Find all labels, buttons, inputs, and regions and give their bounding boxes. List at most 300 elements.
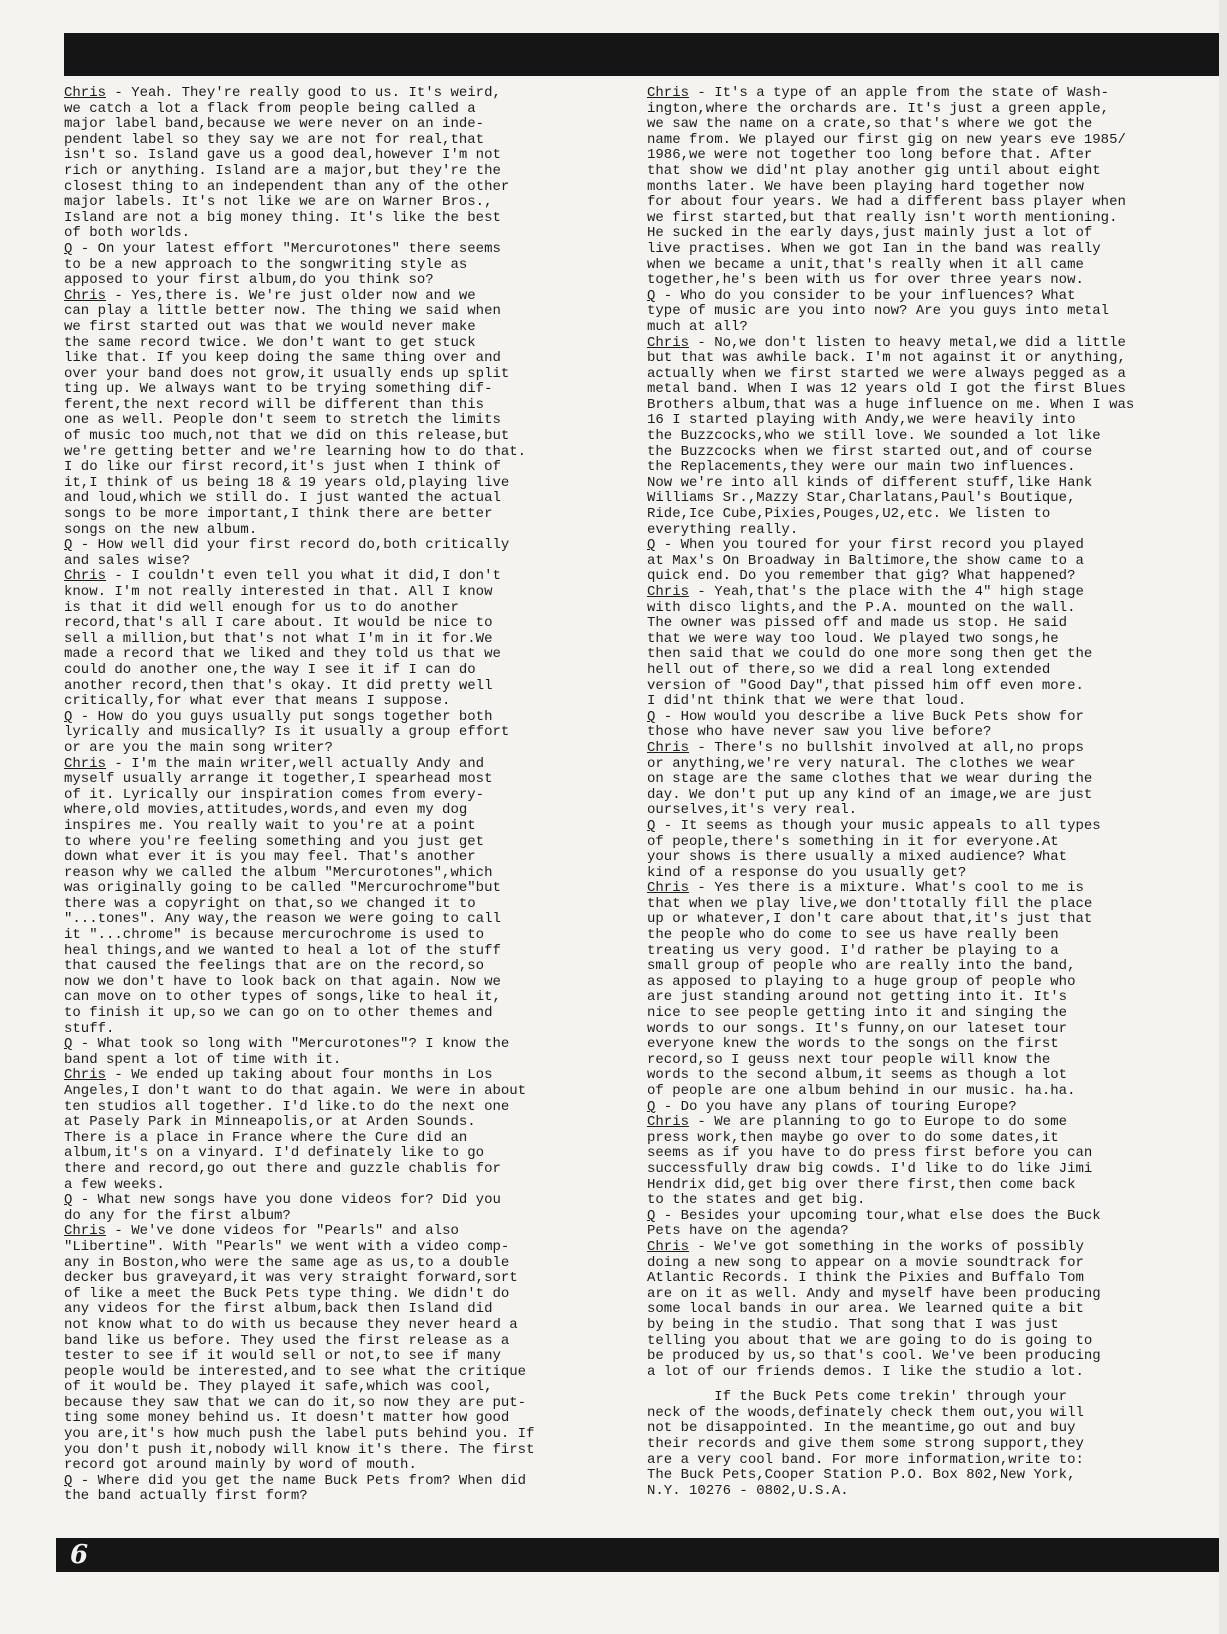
text-line: [647, 1162, 1207, 1178]
line-text: that we were way too loud. We played two songs,he: [647, 630, 1059, 647]
line-text: decker bus graveyard,it was very straight forward,sort: [64, 1270, 518, 1287]
line-text: a lot of our friends demos. I like the studio a lot.: [647, 1363, 1084, 1380]
text-line: [647, 1365, 1207, 1381]
line-text: the band actually first form?: [64, 1488, 308, 1505]
line-text: some local bands in our area. We learned quite a bit: [647, 1301, 1084, 1318]
line-text: Ride,Ice Cube,Pixies,Pouges,U2,etc. We listen to: [647, 506, 1051, 523]
text-line: [647, 647, 1207, 663]
text-line: [64, 1256, 616, 1272]
text-line: [64, 1443, 616, 1459]
answer-line: [64, 569, 616, 585]
question-line: [647, 819, 1207, 835]
text-line: [64, 928, 616, 944]
text-line: [647, 320, 1207, 336]
line-text: Island are not a big money thing. It's like the best: [64, 209, 501, 226]
line-text: that when we play live,we don'ttotally fill the place: [647, 895, 1093, 912]
text-line: [64, 304, 616, 320]
line-text: are on it as well. Andy and myself have been producing: [647, 1285, 1101, 1302]
text-line: [64, 850, 616, 866]
line-text: the Buzzcocks when we first started out,and of course: [647, 443, 1093, 460]
line-text: - We ended up taking about four months in Los: [106, 1067, 493, 1084]
line-text: when we became a unit,that's really when it all came: [647, 256, 1084, 273]
line-text: ting some money behind us. It doesn't matter how good: [64, 1410, 510, 1427]
line-text: closest thing to an independent than any of the other: [64, 178, 510, 195]
text-line: [647, 897, 1207, 913]
text-line: [647, 1178, 1207, 1194]
answer-line: [647, 741, 1207, 757]
text-line: [64, 1022, 616, 1038]
answer-line: [647, 1115, 1207, 1131]
text-line: [647, 850, 1207, 866]
line-text: your shows is there usually a mixed audience? What: [647, 849, 1068, 866]
text-line: [64, 990, 616, 1006]
text-line: [64, 398, 616, 414]
text-line: [64, 382, 616, 398]
speaker-label: Q: [647, 1207, 656, 1224]
text-line: [647, 382, 1207, 398]
line-text: myself usually arrange it together,I spearhead most: [64, 771, 493, 788]
line-text: are a very cool band. For more information,write to:: [647, 1451, 1084, 1468]
text-line: [647, 944, 1207, 960]
line-text: at Max's On Broadway in Baltimore,the show came to a: [647, 552, 1084, 569]
text-line: [64, 1240, 616, 1256]
line-text: The Buck Pets,Cooper Station P.O. Box 802,New York,: [647, 1467, 1076, 1484]
line-text: everything really.: [647, 521, 799, 538]
text-line: [647, 1468, 1207, 1484]
line-text: could do another one,the way I see it if I can do: [64, 661, 476, 678]
text-line: [647, 102, 1207, 118]
text-line: [64, 694, 616, 710]
line-text: not know what to do with us because they never heard a: [64, 1316, 518, 1333]
text-line: [64, 429, 616, 445]
text-line: [647, 1318, 1207, 1334]
line-text: doing a new song to appear on a movie soundtrack for: [647, 1254, 1084, 1271]
speaker-label: Chris: [647, 1114, 690, 1131]
line-text: rich or anything. Island are a major,but they're the: [64, 162, 501, 179]
line-text: is that it did well enough for us to do another: [64, 599, 459, 616]
line-text: or anything,we're very natural. The clothes we wear: [647, 755, 1076, 772]
line-text: of people,there's something in it for everyone.At: [647, 833, 1059, 850]
speaker-label: Q: [64, 1036, 73, 1053]
line-text: isn't so. Island gave us a good deal,however I'm not: [64, 147, 501, 164]
text-line: [64, 725, 616, 741]
speaker-label: Q: [64, 708, 73, 725]
text-line: [647, 1406, 1207, 1422]
text-line: [647, 632, 1207, 648]
question-line: [64, 242, 616, 258]
speaker-label: Chris: [64, 568, 107, 585]
line-text: then said that we could do one more song then get the: [647, 646, 1093, 663]
text-line: [647, 725, 1207, 741]
line-text: successfully draw big cowds. I'd like to do like Jimi: [647, 1160, 1093, 1177]
line-text: band spent a lot of time with it.: [64, 1051, 342, 1068]
speaker-label: Q: [64, 1192, 73, 1209]
text-line: [647, 1437, 1207, 1453]
line-text: of it would be. They played it safe,which was cool,: [64, 1379, 493, 1396]
speaker-label: Q: [64, 240, 73, 257]
text-line: [64, 585, 616, 601]
line-text: you don't push it,nobody will know it's there. The first: [64, 1441, 535, 1458]
text-line: [64, 211, 616, 227]
text-line: [64, 1427, 616, 1443]
line-text: - How do you guys usually put songs together both: [72, 708, 493, 725]
speaker-label: Chris: [647, 334, 690, 351]
text-line: [64, 788, 616, 804]
text-line: [64, 554, 616, 570]
line-text: - Yes there is a mixture. What's cool to me is: [689, 880, 1084, 897]
line-text: those who have never saw you live before?: [647, 724, 992, 741]
line-text: Brothers album,that was a huge influence on me. When I was: [647, 396, 1135, 413]
line-text: the people who do come to see us have really been: [647, 927, 1059, 944]
line-text: reason why we called the album "Mercurotones",which: [64, 864, 493, 881]
text-line: [64, 975, 616, 991]
line-text: as apposed to playing to a huge group of people who: [647, 973, 1076, 990]
text-line: [647, 990, 1207, 1006]
line-text: actually when we first started we were always pegged as a: [647, 365, 1126, 382]
line-text: I do like our first record,it's just when I think of: [64, 459, 501, 476]
line-text: lyrically and musically? Is it usually a group effort: [64, 724, 510, 741]
top-header-bar: [64, 33, 1227, 76]
line-text: because they saw that we can do it,so now they are put-: [64, 1394, 527, 1411]
text-line: [647, 554, 1207, 570]
line-text: Williams Sr.,Mazzy Star,Charlatans,Paul's Boutique,: [647, 490, 1076, 507]
text-line: [647, 117, 1207, 133]
line-text: quick end. Do you remember that gig? What happened?: [647, 568, 1076, 585]
line-text: - We are planning to go to Europe to do some: [689, 1114, 1068, 1131]
text-line: [64, 445, 616, 461]
line-text: where,old movies,attitudes,words,and even my dog: [64, 802, 468, 819]
text-line: [647, 413, 1207, 429]
line-text: together,he's been with us for over three years now.: [647, 272, 1084, 289]
text-line: [647, 835, 1207, 851]
line-text: The owner was pissed off and made us stop. He said: [647, 615, 1068, 632]
line-text: songs on the new album.: [64, 521, 258, 538]
line-text: "Libertine". With "Pearls" we went with a video comp-: [64, 1238, 510, 1255]
question-line: [64, 1037, 616, 1053]
text-line: [64, 1115, 616, 1131]
text-line: [64, 226, 616, 242]
line-text: version of "Good Day",that pissed him off even more.: [647, 677, 1084, 694]
line-text: day. We don't put up any kind of an image,we are just: [647, 786, 1093, 803]
text-line: [647, 367, 1207, 383]
line-text: - It's a type of an apple from the state of Wash-: [689, 85, 1110, 101]
line-text: one as well. People don't seem to stretch the limits: [64, 412, 501, 429]
text-line: [64, 944, 616, 960]
text-line: [647, 476, 1207, 492]
line-text: - I couldn't even tell you what it did,I don't: [106, 568, 501, 585]
line-text: I did'nt think that we were that loud.: [647, 693, 967, 710]
text-line: [647, 148, 1207, 164]
text-line: [64, 148, 616, 164]
page-number: 6: [70, 1540, 89, 1570]
line-text: ourselves,it's very real.: [647, 802, 858, 819]
line-text: - Yes,there is. We're just older now and we: [106, 287, 476, 304]
text-line: [647, 569, 1207, 585]
text-line: [64, 507, 616, 523]
text-line: [64, 273, 616, 289]
line-text: inspires me. You really wait to you're at a point: [64, 817, 476, 834]
answer-line: [64, 1068, 616, 1084]
line-text: - On your latest effort "Mercurotones" there seems: [72, 240, 501, 257]
text-line: [64, 1209, 616, 1225]
line-text: - Who do you consider to be your influences? What: [655, 287, 1076, 304]
line-text: seems as if you have to do press first before you can: [647, 1145, 1093, 1162]
line-text: we first started out was that we would never make: [64, 318, 476, 335]
text-line: [647, 1193, 1207, 1209]
text-line: [647, 757, 1207, 773]
speaker-label: Q: [64, 1472, 73, 1489]
text-line: [64, 897, 616, 913]
line-text: to where you're feeling something and you just get: [64, 833, 485, 850]
line-text: - What took so long with "Mercurotones"? I know the: [72, 1036, 510, 1053]
question-line: [64, 710, 616, 726]
line-text: or are you the main song writer?: [64, 739, 333, 756]
answer-line: [64, 1224, 616, 1240]
line-text: over your band does not grow,it usually ends up split: [64, 365, 510, 382]
text-line: [647, 242, 1207, 258]
line-text: any videos for the first album,back then Island did: [64, 1301, 493, 1318]
text-line: [647, 164, 1207, 180]
text-line: [647, 304, 1207, 320]
line-text: like that. If you keep doing the same thing over and: [64, 350, 501, 367]
text-line: [64, 1100, 616, 1116]
line-text: words to our songs. It's funny,on our lateset tour: [647, 1020, 1068, 1037]
line-text: pendent label so they say we are not for real,that: [64, 131, 485, 148]
text-line: [64, 601, 616, 617]
line-text: know. I'm not really interested in that. All I know: [64, 584, 493, 600]
text-line: [647, 491, 1207, 507]
page-edge: [1219, 0, 1227, 1634]
text-line: [64, 1053, 616, 1069]
line-text: hell out of there,so we did a real long extended: [647, 661, 1051, 678]
text-line: [647, 133, 1207, 149]
line-text: nice to see people getting into it and singing the: [647, 1005, 1068, 1022]
text-line: [647, 1302, 1207, 1318]
speaker-label: Chris: [64, 287, 107, 304]
text-line: [647, 1146, 1207, 1162]
line-text: another record,then that's okay. It did pretty well: [64, 677, 493, 694]
answer-line: [64, 757, 616, 773]
line-text: of it. Lyrically our inspiration comes from every-: [64, 786, 485, 803]
text-line: [64, 1365, 616, 1381]
line-text: sell a million,but that's not what I'm in it for.We: [64, 630, 493, 647]
line-text: much at all?: [647, 318, 748, 335]
line-text: the Replacements,they were our main two influences.: [647, 459, 1076, 476]
speaker-label: Q: [647, 708, 656, 725]
line-text: press work,then maybe go over to do some dates,it: [647, 1129, 1059, 1146]
line-text: that show we did'nt play another gig until about eight: [647, 162, 1101, 179]
line-text: - I'm the main writer,well actually Andy and: [106, 755, 485, 772]
question-line: [64, 1474, 616, 1490]
speaker-label: Q: [647, 817, 656, 834]
line-text: was originally going to be called "Mercurochrome"but: [64, 880, 501, 897]
text-line: [64, 1411, 616, 1427]
line-text: there and record,go out there and guzzle chablis for: [64, 1160, 501, 1177]
text-line: [64, 476, 616, 492]
line-text: their records and give them some strong support,they: [647, 1436, 1084, 1453]
bottom-footer-bar: [56, 1538, 1227, 1572]
text-line: [64, 1489, 616, 1505]
text-line: [64, 912, 616, 928]
question-line: [64, 1193, 616, 1209]
speaker-label: Q: [64, 537, 73, 554]
text-line: [64, 835, 616, 851]
line-text: Hendrix did,get big over there first,then come back: [647, 1176, 1076, 1193]
text-line: [647, 959, 1207, 975]
line-text: ten studios all together. I'd like.to do the next one: [64, 1098, 510, 1115]
text-line: [64, 1349, 616, 1365]
text-line: [64, 102, 616, 118]
line-text: major labels. It's not like we are on Warner Bros.,: [64, 194, 493, 211]
speaker-label: Chris: [647, 739, 690, 756]
text-line: [64, 632, 616, 648]
line-text: the same record twice. We don't want to get stuck: [64, 334, 476, 351]
text-line: [64, 460, 616, 476]
text-line: [647, 1037, 1207, 1053]
speaker-label: Q: [647, 537, 656, 554]
text-line: [64, 616, 616, 632]
speaker-label: Q: [647, 287, 656, 304]
line-text: Atlantic Records. I think the Pixies and Buffalo Tom: [647, 1270, 1084, 1287]
question-line: [647, 289, 1207, 305]
line-text: treating us very good. I'd rather be playing to a: [647, 942, 1059, 959]
text-line: [64, 1178, 616, 1194]
line-text: be produced by us,so that's cool. We've been producing: [647, 1348, 1101, 1365]
line-text: it,I think of us being 18 & 19 years old,playing live: [64, 474, 510, 491]
line-text: There is a place in France where the Cure did an: [64, 1129, 468, 1146]
text-line: [647, 1084, 1207, 1100]
line-text: of like a meet the Buck Pets type thing. We didn't do: [64, 1285, 510, 1302]
speaker-label: Chris: [647, 1238, 690, 1255]
text-line: [647, 803, 1207, 819]
text-line: [64, 523, 616, 539]
line-text: that caused the feelings that are on the record,so: [64, 958, 485, 975]
line-text: kind of a response do you usually get?: [647, 864, 967, 881]
line-text: N.Y. 10276 - 0802,U.S.A.: [647, 1482, 849, 1499]
line-text: to the states and get big.: [647, 1192, 866, 1209]
line-text: - Besides your upcoming tour,what else does the Buck: [655, 1207, 1101, 1224]
line-text: can move on to other types of songs,like to heal it,: [64, 989, 501, 1006]
line-text: major label band,because we were never on an inde-: [64, 116, 485, 133]
line-text: album,it's on a vinyard. I'd definately like to go: [64, 1145, 485, 1162]
line-text: months later. We have been playing hard together now: [647, 178, 1084, 195]
text-line: [64, 803, 616, 819]
line-text: and loud,which we still do. I just wanted the actual: [64, 490, 501, 507]
line-text: are just standing around not getting into it. It's: [647, 989, 1068, 1006]
line-text: Pets have on the agenda?: [647, 1223, 849, 1240]
line-text: can play a little better now. The thing we said when: [64, 303, 501, 320]
text-line: [647, 460, 1207, 476]
text-line: [64, 1271, 616, 1287]
line-text: - We've got something in the works of possibly: [689, 1238, 1084, 1255]
answer-line: [647, 1240, 1207, 1256]
line-text: do any for the first album?: [64, 1207, 291, 1224]
speaker-label: Chris: [64, 1067, 107, 1084]
line-text: by being in the studio. That song that I was just: [647, 1316, 1059, 1333]
text-line: [64, 1458, 616, 1474]
line-text: everyone knew the words to the songs on the first: [647, 1036, 1059, 1053]
line-text: we first started,but that really isn't worth mentioning.: [647, 209, 1118, 226]
line-text: we saw the name on a crate,so that's where we got the: [647, 116, 1093, 133]
line-text: tester to see if it would sell or not,to see if many: [64, 1348, 501, 1365]
line-text: name from. We played our first gig on new years eve 1985/: [647, 131, 1126, 148]
line-text: - We've done videos for "Pearls" and also: [106, 1223, 459, 1240]
line-text: we catch a lot a flack from people being called a: [64, 100, 476, 117]
text-line: [64, 1380, 616, 1396]
text-line: [647, 211, 1207, 227]
line-text: words to the second album,it seems as though a lot: [647, 1067, 1068, 1084]
text-line: [64, 117, 616, 133]
text-line: [64, 320, 616, 336]
text-line: [647, 866, 1207, 882]
line-text: record,so I geuss next tour people will know the: [647, 1051, 1051, 1068]
answer-line: [647, 881, 1207, 897]
text-line: [647, 1131, 1207, 1147]
text-line: [647, 523, 1207, 539]
text-line: [64, 1287, 616, 1303]
line-text: small group of people who are really into the band,: [647, 958, 1076, 975]
text-line: [64, 663, 616, 679]
text-line: [647, 273, 1207, 289]
line-text: and sales wise?: [64, 552, 191, 569]
line-text: - When you toured for your first record you played: [655, 537, 1084, 554]
text-line: [64, 195, 616, 211]
text-line: [647, 398, 1207, 414]
text-line: [647, 1453, 1207, 1469]
text-line: [64, 258, 616, 274]
speaker-label: Chris: [647, 880, 690, 897]
line-text: it "...chrome" is because mercurochrome is used to: [64, 927, 485, 944]
text-line: [647, 928, 1207, 944]
text-line: [647, 1271, 1207, 1287]
speaker-label: Q: [647, 1098, 656, 1115]
text-line: [64, 1302, 616, 1318]
answer-line: [647, 336, 1207, 352]
text-line: [647, 195, 1207, 211]
speaker-label: Chris: [647, 584, 690, 600]
line-text: - Yeah. They're really good to us. It's weird,: [106, 85, 501, 101]
answer-line: [64, 289, 616, 305]
line-text: - It seems as though your music appeals to all types: [655, 817, 1101, 834]
line-text: of music too much,not that we did on this release,but: [64, 428, 510, 445]
left-text-column: [64, 86, 616, 1505]
text-line: [64, 180, 616, 196]
text-line: [647, 445, 1207, 461]
text-line: [64, 367, 616, 383]
line-text: - No,we don't listen to heavy metal,we did a little: [689, 334, 1126, 351]
line-text: of both worlds.: [64, 225, 191, 242]
text-line: [647, 1349, 1207, 1365]
text-line: [647, 679, 1207, 695]
text-line: [647, 351, 1207, 367]
line-text: to be a new approach to the songwriting style as: [64, 256, 468, 273]
question-line: [64, 538, 616, 554]
text-line: [64, 647, 616, 663]
line-text: If the Buck Pets come trekin' through your: [647, 1389, 1068, 1406]
line-text: 1986,we were not together too long before that. After: [647, 147, 1093, 164]
line-text: the Buzzcocks,who we still love. We sounded a lot like: [647, 428, 1101, 445]
text-line: [647, 663, 1207, 679]
text-line: [647, 1022, 1207, 1038]
line-text: we're getting better and we're learning how to do that.: [64, 443, 527, 460]
line-text: - How would you describe a live Buck Pets show for: [655, 708, 1084, 725]
answer-line: [647, 585, 1207, 601]
line-text: you are,it's how much push the label puts behind you. If: [64, 1426, 535, 1443]
text-line: [647, 1287, 1207, 1303]
line-text: type of music are you into now? Are you guys into metal: [647, 303, 1110, 320]
text-line: [64, 1318, 616, 1334]
text-line: [647, 1224, 1207, 1240]
